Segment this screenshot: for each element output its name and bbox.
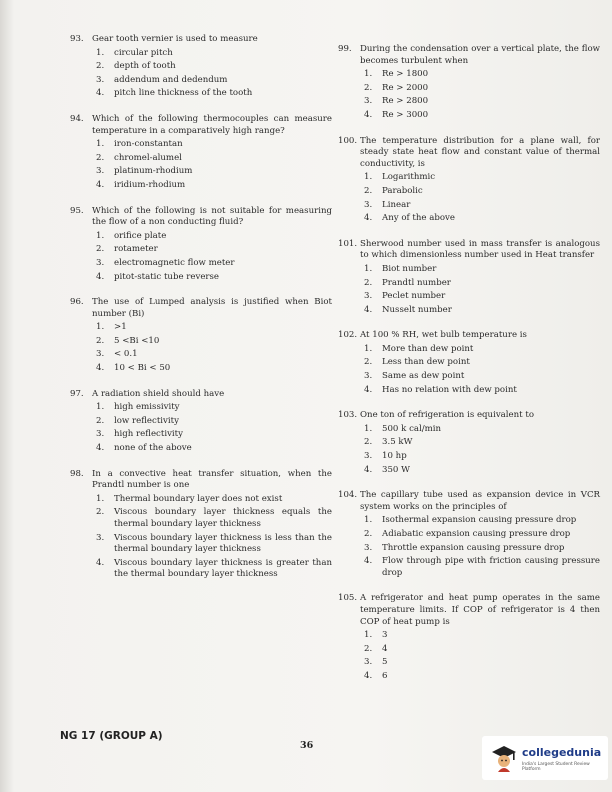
- question: [338, 136, 600, 225]
- option-text: iridium-rhodium: [114, 179, 186, 190]
- answer-option: [92, 533, 332, 556]
- option-number: 3.: [96, 257, 105, 268]
- question-text: Sherwood number used in mass transfer is analogous to which dimensionless number used in Heat transfer: [360, 238, 600, 261]
- option-text: pitot-static tube reverse: [114, 271, 220, 282]
- answer-option: [92, 443, 332, 455]
- option-text: 10 < Bi < 50: [114, 363, 171, 374]
- option-text: Re > 3000: [382, 109, 429, 120]
- option-text: Peclet number: [382, 291, 446, 302]
- page-number: 36: [300, 740, 314, 751]
- option-text: low reflectivity: [114, 415, 179, 426]
- question-text: One ton of refrigeration is equivalent to: [360, 410, 534, 421]
- option-text: 6: [382, 670, 388, 681]
- question: [338, 410, 600, 476]
- option-number: 4.: [364, 304, 373, 315]
- answer-option: [92, 75, 332, 87]
- option-number: 1.: [96, 139, 105, 150]
- option-number: 3.: [364, 371, 373, 382]
- question-number: 103.: [338, 410, 358, 421]
- question: [338, 330, 600, 396]
- question-number: 97.: [70, 388, 84, 399]
- option-number: 1.: [96, 402, 105, 413]
- answer-option: [360, 200, 600, 212]
- answer-option: [360, 671, 600, 683]
- option-number: 3.: [96, 166, 105, 177]
- answer-option: [92, 558, 332, 581]
- answer-option: [360, 357, 600, 369]
- option-number: 2.: [364, 185, 373, 196]
- option-number: 3.: [364, 199, 373, 210]
- question-number: 102.: [338, 330, 358, 341]
- option-number: 3.: [364, 291, 373, 302]
- answer-option: [92, 416, 332, 428]
- question-text: During the condensation over a vertical plate, the flow becomes turbulent when: [360, 44, 600, 66]
- answer-option: [360, 630, 600, 642]
- answer-option: [360, 371, 600, 383]
- option-number: 1.: [96, 322, 105, 333]
- answer-option: [92, 166, 332, 178]
- option-number: 4.: [364, 109, 373, 120]
- option-text: 5: [382, 657, 388, 668]
- answer-option: [360, 305, 600, 317]
- collegedunia-logo[interactable]: [482, 736, 608, 780]
- option-text: Adiabatic expansion causing pressure drop: [382, 529, 571, 539]
- answer-option: [92, 180, 332, 192]
- option-text: pitch line thickness of the tooth: [114, 88, 253, 99]
- answer-option: [360, 110, 600, 122]
- option-number: 4.: [364, 670, 373, 681]
- answer-option: [92, 88, 332, 100]
- option-text: 4: [382, 643, 388, 654]
- question: [70, 297, 332, 375]
- option-text: rotameter: [114, 244, 158, 255]
- answer-option: [360, 657, 600, 669]
- answer-option: [92, 429, 332, 441]
- option-number: 4.: [364, 556, 373, 567]
- option-number: 3.: [96, 349, 105, 360]
- option-text: 350 W: [382, 464, 410, 475]
- group-label: NG 17 (GROUP A): [60, 730, 163, 742]
- answer-option: [360, 186, 600, 198]
- option-number: 4.: [96, 179, 105, 190]
- option-number: 1.: [96, 230, 105, 241]
- option-number: 1.: [364, 423, 373, 434]
- option-text: Biot number: [382, 263, 437, 274]
- option-number: 1.: [364, 630, 373, 641]
- graduate-icon: [490, 742, 518, 774]
- question: [70, 469, 332, 581]
- option-text: 3: [382, 630, 388, 641]
- answer-option: [360, 96, 600, 108]
- answer-option: [92, 507, 332, 530]
- option-text: More than dew point: [382, 343, 474, 354]
- answer-option: [92, 494, 332, 506]
- option-number: 2.: [96, 507, 105, 518]
- option-number: 2.: [96, 61, 105, 72]
- option-number: 1.: [364, 172, 373, 183]
- option-text: depth of tooth: [114, 61, 176, 72]
- question-number: 104.: [338, 490, 358, 501]
- option-number: 2.: [364, 82, 373, 93]
- answer-option: [92, 244, 332, 256]
- answer-option: [92, 153, 332, 165]
- option-number: 2.: [96, 415, 105, 426]
- answer-option: [360, 543, 600, 555]
- option-number: 3.: [96, 74, 105, 85]
- answer-option: [360, 644, 600, 656]
- option-text: Linear: [382, 199, 411, 210]
- question-number: 96.: [70, 297, 84, 308]
- answer-option: [360, 291, 600, 303]
- option-number: 1.: [364, 69, 373, 80]
- answer-option: [360, 465, 600, 477]
- question: [70, 389, 332, 455]
- answer-option: [360, 278, 600, 290]
- option-text: < 0.1: [114, 349, 138, 360]
- question: [338, 44, 600, 122]
- option-text: Isothermal expansion causing pressure drop: [382, 515, 577, 526]
- option-text: Re > 1800: [382, 69, 429, 80]
- question-number: 93.: [70, 34, 84, 44]
- answer-option: [360, 172, 600, 184]
- question: [338, 593, 600, 682]
- option-number: 2.: [364, 643, 373, 654]
- option-number: 1.: [364, 343, 373, 354]
- option-text: circular pitch: [114, 47, 173, 58]
- option-number: 3.: [364, 96, 373, 107]
- option-number: 2.: [96, 244, 105, 255]
- option-number: 3.: [96, 429, 105, 440]
- option-number: 3.: [364, 451, 373, 462]
- question-number: 100.: [338, 135, 358, 146]
- answer-option: [360, 529, 600, 541]
- answer-option: [92, 61, 332, 73]
- option-number: 1.: [96, 47, 105, 58]
- option-text: Prandtl number: [382, 277, 451, 288]
- option-number: 3.: [364, 542, 373, 553]
- option-text: Nusselt number: [382, 304, 452, 315]
- option-number: 4.: [96, 88, 105, 99]
- question: [70, 114, 332, 192]
- option-number: 4.: [364, 213, 373, 224]
- option-text: 500 k cal/min: [382, 423, 442, 434]
- answer-option: [360, 437, 600, 449]
- option-number: 2.: [364, 437, 373, 448]
- answer-option: [360, 213, 600, 225]
- answer-option: [360, 344, 600, 356]
- option-number: 4.: [96, 557, 105, 568]
- answer-option: [92, 231, 332, 243]
- option-text: none of the above: [114, 443, 192, 454]
- option-number: 2.: [96, 152, 105, 163]
- option-number: 2.: [96, 335, 105, 346]
- option-number: 3.: [364, 657, 373, 668]
- question-number: 98.: [70, 468, 84, 479]
- question-text: Which of the following is not suitable for measuring the flow of a non conducting fluid?: [92, 205, 332, 228]
- question-number: 99.: [338, 44, 352, 54]
- question-text: At 100 % RH, wet bulb temperature is: [360, 330, 527, 341]
- question-number: 101.: [338, 238, 358, 249]
- answer-option: [360, 515, 600, 527]
- option-text: Re > 2800: [382, 96, 429, 107]
- question: [70, 34, 332, 100]
- option-text: Re > 2000: [382, 82, 429, 93]
- answer-option: [92, 272, 332, 284]
- question-text: The temperature distribution for a plane wall, for steady state heat flow and constant value of thermal conductivity, is: [360, 135, 600, 169]
- answer-option: [92, 322, 332, 334]
- option-text: Viscous boundary layer thickness is less than the thermal boundary layer thickness: [114, 532, 332, 555]
- option-text: orifice plate: [114, 230, 167, 241]
- answer-option: [92, 48, 332, 60]
- option-number: 4.: [96, 271, 105, 282]
- option-number: 2.: [364, 357, 373, 368]
- option-text: Any of the above: [382, 213, 455, 224]
- question-text: The capillary tube used as expansion device in VCR system works on the principles of: [360, 490, 600, 512]
- question-number: 94.: [70, 113, 84, 124]
- option-number: 4.: [96, 443, 105, 454]
- answer-option: [360, 556, 600, 579]
- question-number: 105.: [338, 593, 358, 604]
- option-text: Less than dew point: [382, 357, 470, 368]
- answer-option: [92, 402, 332, 414]
- option-text: chromel-alumel: [114, 152, 182, 163]
- question: [70, 206, 332, 284]
- option-text: Same as dew point: [382, 371, 465, 382]
- option-number: 2.: [364, 529, 373, 539]
- question-text: Which of the following thermocouples can measure temperature in a comparatively high range?: [92, 113, 332, 136]
- answer-option: [360, 451, 600, 463]
- option-text: Flow through pipe with friction causing pressure drop: [382, 556, 600, 578]
- option-number: 4.: [96, 363, 105, 374]
- question-text: Gear tooth vernier is used to measure: [92, 34, 258, 44]
- answer-option: [92, 336, 332, 348]
- answer-option: [360, 424, 600, 436]
- answer-option: [92, 139, 332, 151]
- option-text: 5 <Bi <10: [114, 335, 160, 346]
- answer-option: [360, 264, 600, 276]
- option-text: Viscous boundary layer thickness equals the thermal boundary layer thickness: [114, 507, 332, 529]
- option-text: 3.5 kW: [382, 437, 413, 448]
- option-text: >1: [114, 322, 127, 333]
- question: [338, 239, 600, 317]
- option-number: 4.: [364, 464, 373, 475]
- option-text: iron-constantan: [114, 139, 183, 150]
- option-text: Throttle expansion causing pressure drop: [382, 542, 565, 553]
- option-number: 2.: [364, 277, 373, 288]
- answer-option: [360, 69, 600, 81]
- option-number: 1.: [364, 515, 373, 526]
- option-text: Viscous boundary layer thickness is greater than the thermal boundary layer thickness: [114, 557, 332, 580]
- answer-option: [92, 349, 332, 361]
- option-number: 4.: [364, 384, 373, 395]
- question: [338, 490, 600, 579]
- option-text: 10 hp: [382, 451, 407, 462]
- option-number: 3.: [96, 532, 105, 543]
- question-number: 95.: [70, 205, 84, 216]
- answer-option: [92, 363, 332, 375]
- option-text: platinum-rhodium: [114, 166, 193, 177]
- question-text: The use of Lumped analysis is justified when Biot number (Bi): [92, 297, 332, 319]
- option-number: 1.: [96, 493, 105, 504]
- logo-name: collegedunia: [522, 746, 602, 759]
- question-text: A radiation shield should have: [92, 388, 225, 399]
- option-text: high emissivity: [114, 402, 180, 413]
- question-text: In a convective heat transfer situation, when the Prandtl number is one: [92, 468, 332, 491]
- right-column: [338, 44, 600, 697]
- option-text: Logarithmic: [382, 172, 436, 183]
- option-text: addendum and dedendum: [114, 74, 228, 85]
- option-text: Thermal boundary layer does not exist: [114, 493, 283, 504]
- answer-option: [360, 83, 600, 95]
- left-column: [70, 34, 332, 595]
- answer-option: [92, 258, 332, 270]
- option-text: electromagnetic flow meter: [114, 257, 235, 268]
- logo-tagline: India's Largest Student Review Platform: [522, 762, 590, 772]
- answer-option: [360, 385, 600, 397]
- question-text: A refrigerator and heat pump operates in the same temperature limits. If COP of refrigerator is 4 then COP of heat pump is: [360, 593, 600, 627]
- option-number: 1.: [364, 263, 373, 274]
- option-text: Has no relation with dew point: [382, 384, 517, 395]
- option-text: high reflectivity: [114, 429, 183, 440]
- option-text: Parabolic: [382, 185, 423, 196]
